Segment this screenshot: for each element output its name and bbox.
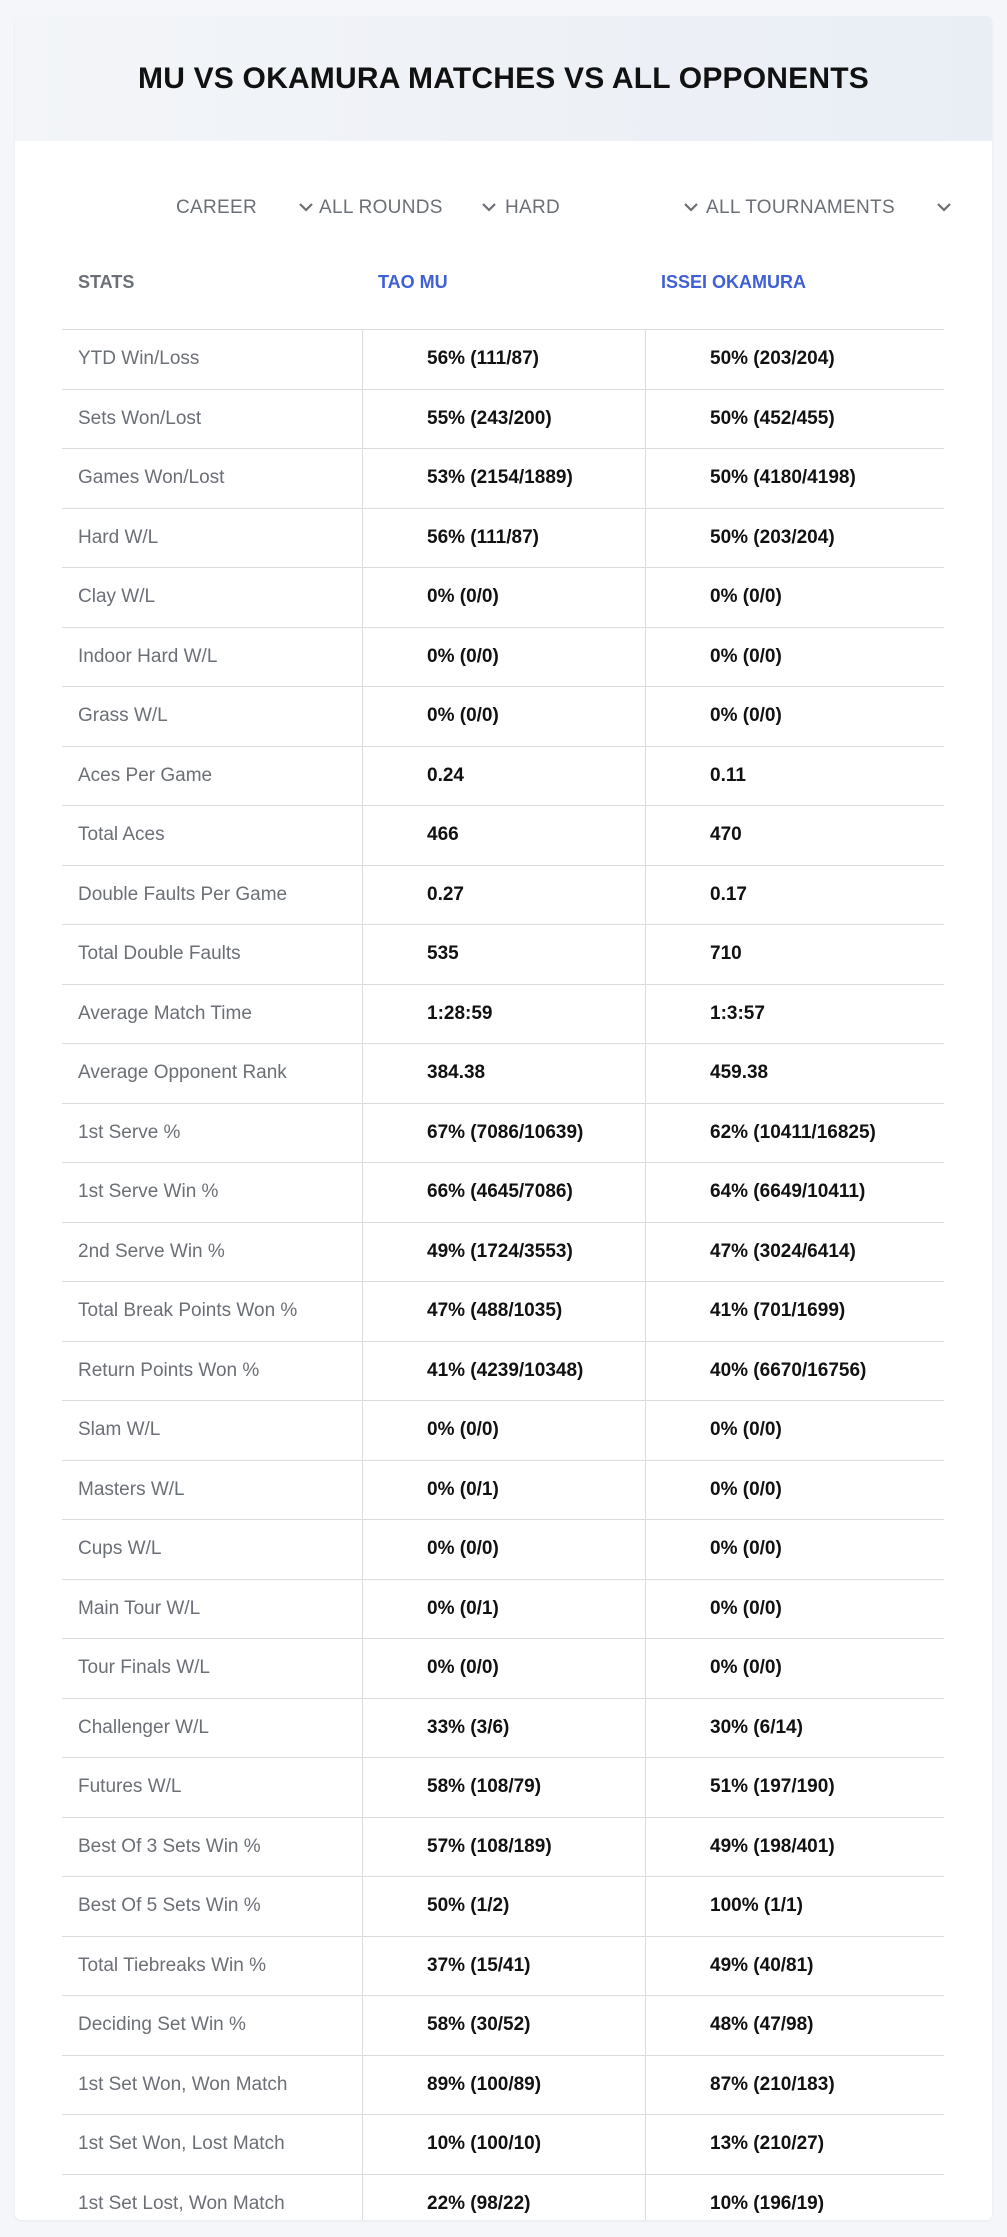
- player2-value: 459.38: [710, 1062, 769, 1084]
- player1-value: 50% (1/2): [427, 1895, 510, 1917]
- chevron-down-icon: [683, 201, 699, 213]
- table-row: [62, 925, 944, 985]
- table-row: [62, 449, 944, 509]
- stat-label: Games Won/Lost: [78, 467, 225, 489]
- player2-value: 50% (4180/4198): [710, 467, 856, 489]
- player1-value: 58% (30/52): [427, 2014, 531, 2036]
- player1-value: 37% (15/41): [427, 1954, 531, 1976]
- player2-value: 13% (210/27): [710, 2133, 825, 2155]
- column-header-player1[interactable]: TAO MU: [378, 272, 448, 292]
- player2-value: 50% (452/455): [710, 407, 835, 429]
- stat-label: 1st Set Lost, Won Match: [78, 2192, 285, 2214]
- stat-label: Main Tour W/L: [78, 1597, 201, 1619]
- player1-value: 0% (0/0): [427, 645, 499, 667]
- table-row: [62, 390, 944, 450]
- stat-label: Best Of 3 Sets Win %: [78, 1835, 261, 1857]
- player2-value: 49% (40/81): [710, 1954, 814, 1976]
- stat-label: 1st Set Won, Lost Match: [78, 2133, 285, 2155]
- table-row: [62, 1044, 944, 1104]
- stat-label: Masters W/L: [78, 1478, 185, 1500]
- stat-label: Indoor Hard W/L: [78, 645, 218, 667]
- player1-value: 33% (3/6): [427, 1716, 510, 1738]
- player1-value: 22% (98/22): [427, 2192, 531, 2214]
- player2-value: 470: [710, 824, 742, 846]
- table-row: [62, 1818, 944, 1878]
- stat-label: 1st Serve Win %: [78, 1181, 219, 1203]
- table-row: [62, 806, 944, 866]
- player1-value: 67% (7086/10639): [427, 1121, 584, 1143]
- player1-value: 466: [427, 824, 459, 846]
- stat-label: Total Double Faults: [78, 943, 241, 965]
- table-row: [62, 628, 944, 688]
- player1-value: 47% (488/1035): [427, 1300, 563, 1322]
- stat-label: Challenger W/L: [78, 1716, 209, 1738]
- stat-label: Cups W/L: [78, 1538, 162, 1560]
- player1-value: 0.27: [427, 883, 464, 905]
- player1-value: 56% (111/87): [427, 348, 539, 370]
- filter-bar: [15, 188, 992, 228]
- player2-value: 41% (701/1699): [710, 1300, 846, 1322]
- stat-label: 1st Set Won, Won Match: [78, 2073, 288, 2095]
- table-row: [62, 1580, 944, 1640]
- player1-value: 0% (0/0): [427, 1657, 499, 1679]
- player2-value: 87% (210/183): [710, 2073, 835, 2095]
- column-divider-player1: [362, 330, 363, 2220]
- player2-value: 0% (0/0): [710, 1478, 782, 1500]
- tournament-select-value: ALL TOURNAMENTS: [706, 197, 895, 218]
- chevron-down-icon: [298, 201, 314, 213]
- chevron-down-icon: [481, 201, 497, 213]
- player2-value: 51% (197/190): [710, 1776, 835, 1798]
- player2-value: 0% (0/0): [710, 1538, 782, 1560]
- player2-value: 30% (6/14): [710, 1716, 803, 1738]
- stat-label: Average Opponent Rank: [78, 1062, 287, 1084]
- table-header: [62, 248, 944, 330]
- stat-label: 1st Serve %: [78, 1121, 181, 1143]
- stat-label: Futures W/L: [78, 1776, 182, 1798]
- surface-select[interactable]: [505, 188, 699, 228]
- player2-value: 1:3:57: [710, 1002, 765, 1024]
- player1-value: 0% (0/0): [427, 705, 499, 727]
- table-row: [62, 1877, 944, 1937]
- stats-card: [15, 16, 992, 2220]
- table-row: [62, 866, 944, 926]
- table-row: [62, 1996, 944, 2056]
- period-select-value: CAREER: [176, 197, 257, 218]
- table-row: [62, 1104, 944, 1164]
- chevron-down-icon: [936, 201, 952, 213]
- stat-label: Tour Finals W/L: [78, 1657, 210, 1679]
- table-row: [62, 1461, 944, 1521]
- table-row: [62, 687, 944, 747]
- stat-label: 2nd Serve Win %: [78, 1240, 225, 1262]
- player1-value: 41% (4239/10348): [427, 1359, 584, 1381]
- table-row: [62, 568, 944, 628]
- player2-value: 0% (0/0): [710, 586, 782, 608]
- player2-value: 0.11: [710, 764, 746, 786]
- stat-label: Slam W/L: [78, 1419, 161, 1441]
- player2-value: 0% (0/0): [710, 645, 782, 667]
- round-select[interactable]: [319, 188, 497, 228]
- stat-label: Hard W/L: [78, 526, 159, 548]
- player1-value: 535: [427, 943, 459, 965]
- table-row: [62, 330, 944, 390]
- page-title: MU VS OKAMURA MATCHES VS ALL OPPONENTS: [138, 61, 869, 95]
- stat-label: Total Tiebreaks Win %: [78, 1954, 266, 1976]
- table-row: [62, 1282, 944, 1342]
- table-row: [62, 509, 944, 569]
- player2-value: 50% (203/204): [710, 348, 835, 370]
- player1-value: 1:28:59: [427, 1002, 493, 1024]
- player2-value: 40% (6670/16756): [710, 1359, 867, 1381]
- player1-value: 56% (111/87): [427, 526, 539, 548]
- stat-label: Grass W/L: [78, 705, 168, 727]
- stat-label: Double Faults Per Game: [78, 883, 288, 905]
- player2-value: 50% (203/204): [710, 526, 835, 548]
- player1-value: 55% (243/200): [427, 407, 552, 429]
- player2-value: 0% (0/0): [710, 1657, 782, 1679]
- stat-label: YTD Win/Loss: [78, 348, 200, 370]
- column-header-stats: STATS: [78, 272, 135, 292]
- table-row: [62, 1520, 944, 1580]
- stat-label: Sets Won/Lost: [78, 407, 202, 429]
- player1-value: 58% (108/79): [427, 1776, 542, 1798]
- table-row: [62, 1401, 944, 1461]
- player2-value: 0.17: [710, 883, 747, 905]
- table-row: [62, 1937, 944, 1997]
- stat-label: Total Aces: [78, 824, 165, 846]
- stat-label: Aces Per Game: [78, 764, 213, 786]
- player2-value: 10% (196/19): [710, 2192, 825, 2214]
- table-row: [62, 1223, 944, 1283]
- player1-value: 53% (2154/1889): [427, 467, 573, 489]
- player1-value: 49% (1724/3553): [427, 1240, 573, 1262]
- round-select-value: ALL ROUNDS: [319, 197, 443, 218]
- player1-value: 0% (0/0): [427, 1419, 499, 1441]
- player2-value: 0% (0/0): [710, 1419, 782, 1441]
- table-row: [62, 2175, 944, 2221]
- player1-value: 66% (4645/7086): [427, 1181, 573, 1203]
- table-row: [62, 1639, 944, 1699]
- player1-value: 0% (0/1): [427, 1478, 499, 1500]
- stat-label: Total Break Points Won %: [78, 1300, 298, 1322]
- player2-value: 710: [710, 943, 742, 965]
- stat-label: Deciding Set Win %: [78, 2014, 246, 2036]
- player2-value: 0% (0/0): [710, 705, 782, 727]
- stat-label: Return Points Won %: [78, 1359, 260, 1381]
- column-divider-player2: [645, 330, 646, 2220]
- player2-value: 62% (10411/16825): [710, 1121, 876, 1143]
- stat-label: Average Match Time: [78, 1002, 252, 1024]
- table-row: [62, 2056, 944, 2116]
- stats-table: [62, 248, 944, 2220]
- player2-value: 64% (6649/10411): [710, 1181, 866, 1203]
- player2-value: 47% (3024/6414): [710, 1240, 856, 1262]
- table-row: [62, 1758, 944, 1818]
- page-header: [15, 16, 992, 141]
- player2-value: 0% (0/0): [710, 1597, 782, 1619]
- table-body: [62, 330, 944, 2220]
- stat-label: Best Of 5 Sets Win %: [78, 1895, 261, 1917]
- player2-value: 49% (198/401): [710, 1835, 835, 1857]
- tournament-select[interactable]: [706, 188, 952, 228]
- table-row: [62, 1699, 944, 1759]
- player1-value: 57% (108/189): [427, 1835, 552, 1857]
- column-header-player2[interactable]: ISSEI OKAMURA: [661, 272, 807, 292]
- player1-value: 0.24: [427, 764, 464, 786]
- table-row: [62, 2115, 944, 2175]
- player1-value: 10% (100/10): [427, 2133, 542, 2155]
- player2-value: 100% (1/1): [710, 1895, 803, 1917]
- stat-label: Clay W/L: [78, 586, 156, 608]
- player1-value: 384.38: [427, 1062, 486, 1084]
- player1-value: 0% (0/0): [427, 586, 499, 608]
- player1-value: 0% (0/1): [427, 1597, 499, 1619]
- table-row: [62, 747, 944, 807]
- surface-select-value: HARD: [505, 197, 561, 218]
- player1-value: 89% (100/89): [427, 2073, 542, 2095]
- table-row: [62, 985, 944, 1045]
- table-row: [62, 1342, 944, 1402]
- table-row: [62, 1163, 944, 1223]
- period-select[interactable]: [176, 188, 314, 228]
- player2-value: 48% (47/98): [710, 2014, 814, 2036]
- player1-value: 0% (0/0): [427, 1538, 499, 1560]
